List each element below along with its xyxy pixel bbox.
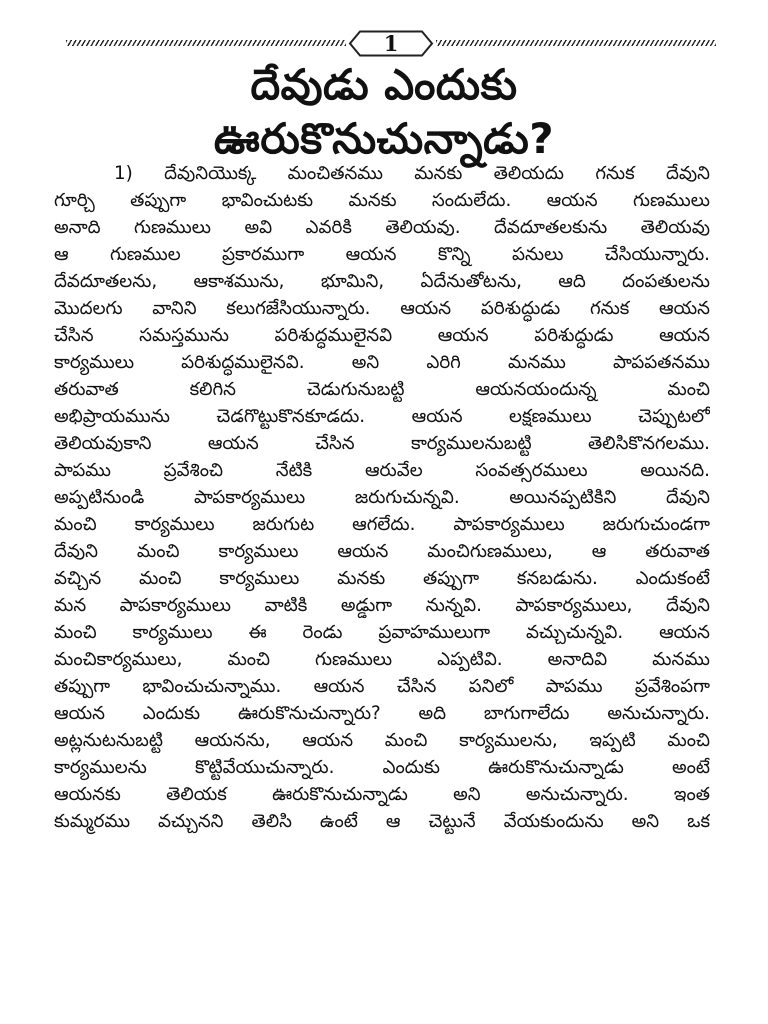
text-line: దేవుని మంచి కార్యములు ఆయన మంచిగుణములు, ఆ తరువాత (54, 541, 710, 562)
text-line: మంచి కార్యములు ఈ రెండు ప్రవాహములుగా వచ్చుచున్నవి. ఆయన (54, 622, 710, 643)
text-line: మొదలగు వానిని కలుగజేసియున్నారు. ఆయన పరిశుద్ధుడు గనుక ఆయన (54, 298, 710, 319)
text-line: పాపము ప్రవేశించి నేటికి ఆరువేల సంవత్సరములు అయినది. (54, 460, 710, 481)
text-line: కార్యములను కొట్టివేయుచున్నారు. ఎందుకు ఊరుకొనుచున్నాడు అంటే (54, 757, 710, 778)
body-paragraph (54, 160, 710, 835)
decorative-rule-right (436, 40, 716, 46)
text-line: కార్యములు పరిశుద్ధములైనవి. అని ఎరిగి మనము పాపపతనము (54, 352, 710, 373)
page-number: 1 (383, 31, 399, 56)
chapter-title-line-1: దేవుడు ఎందుకు (250, 60, 518, 109)
text-line: దేవదూతలను, ఆకాశమును, భూమిని, ఏదేనుతోటను, ఆది దంపతులను (54, 271, 710, 292)
text-line: ఆయన ఎందుకు ఊరుకొనుచున్నారు? అది బాగుగాలేదు అనుచున్నారు. (54, 703, 710, 724)
page-number-badge (348, 30, 434, 57)
text-line: తరువాత కలిగిన చెడుగునుబట్టి ఆయనయందున్న మంచి (54, 379, 710, 400)
text-line: అభిప్రాయమును చెడగొట్టుకొనకూడదు. ఆయన లక్షణములు చెప్పుటలో (54, 406, 710, 427)
text-line: మంచికార్యములు, మంచి గుణములు ఎప్పటివి. అనాదివి మనము (54, 649, 710, 670)
text-line: అట్లనుటనుబట్టి ఆయనను, ఆయన మంచి కార్యములను, ఇప్పటి మంచి (54, 730, 710, 751)
text-line: ఆయనకు తెలియక ఊరుకొనుచున్నాడు అని అనుచున్నారు. ఇంత (54, 784, 710, 805)
text-line: మంచి కార్యములు జరుగుట ఆగలేదు. పాపకార్యములు జరుగుచుండగా (54, 514, 710, 535)
text-line: అప్పటినుండి పాపకార్యములు జరుగుచున్నవి. అయినప్పటికిని దేవుని (54, 487, 710, 508)
text-line: చేసిన సమస్తమును పరిశుద్ధములైనవి ఆయన పరిశుద్ధుడు ఆయన (54, 325, 710, 346)
chapter-title-line-2: ఊరుకొనుచున్నాడు? (213, 114, 555, 163)
text-line: తెలియవుకాని ఆయన చేసిన కార్యములనుబట్టి తెలిసికొనగలము. (54, 433, 710, 454)
text-line: ఆ గుణముల ప్రకారముగా ఆయన కొన్ని పనులు చేసియున్నారు. (54, 244, 710, 265)
chapter-title (40, 58, 728, 166)
text-line: కుమ్మరము వచ్చునని తెలిసి ఉంటే ఆ చెట్టునే వేయకుందును అని ఒక (54, 811, 710, 832)
page-header (66, 30, 716, 58)
text-line: వచ్చిన మంచి కార్యములు మనకు తప్పుగా కనబడును. ఎందుకంటే (54, 568, 710, 589)
text-line: తప్పుగా భావించుచున్నాము. ఆయన చేసిన పనిలో పాపము ప్రవేశింపగా (54, 676, 710, 697)
text-line: అనాది గుణములు అవి ఎవరికి తెలియవు. దేవదూతలకును తెలియవు (54, 217, 710, 238)
text-line: మన పాపకార్యములు వాటికి అడ్డుగా నున్నవి. పాపకార్యములు, దేవుని (54, 595, 710, 616)
decorative-rule-left (66, 40, 346, 46)
text-line: 1) దేవునియొక్క మంచితనము మనకు తెలియదు గనుక దేవుని (114, 163, 710, 184)
text-line: గూర్చి తప్పుగా భావించుటకు మనకు సందులేదు. ఆయన గుణములు (54, 190, 710, 211)
